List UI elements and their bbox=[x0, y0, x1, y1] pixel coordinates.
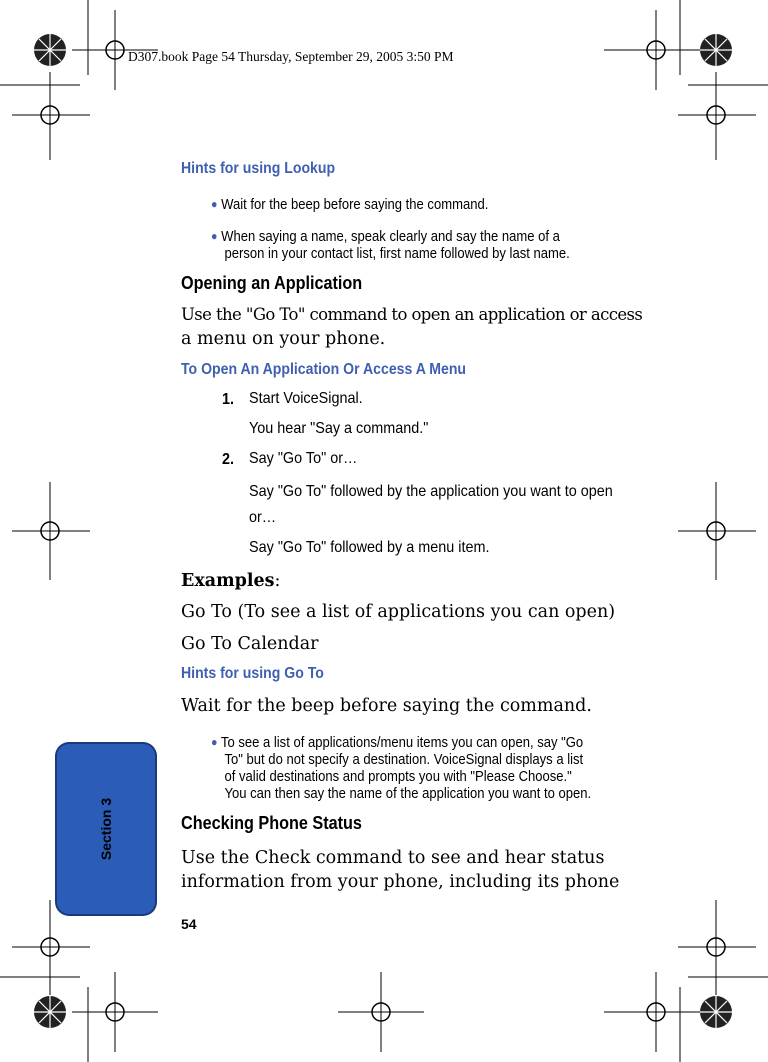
step-detail: Say "Go To" followed by the application you want to open bbox=[249, 483, 613, 500]
opening-app-heading: Opening an Application bbox=[181, 273, 363, 293]
examples-colon: : bbox=[274, 571, 281, 591]
step-number: 2. bbox=[222, 451, 235, 468]
example-line: Go To Calendar bbox=[181, 634, 319, 654]
print-slug-header: D307.book Page 54 Thursday, September 29, 2005 3:50 PM bbox=[128, 49, 454, 64]
bullet-icon: ● bbox=[211, 229, 218, 243]
step-text: Say "Go To" or… bbox=[249, 450, 358, 467]
section-tab-label bbox=[57, 744, 155, 914]
list-item bbox=[211, 228, 570, 263]
hints-goto-body: Wait for the beep before saying the command. bbox=[181, 696, 592, 716]
step-detail: Say "Go To" followed by a menu item. bbox=[249, 539, 490, 556]
step-detail: or… bbox=[249, 509, 277, 526]
step-text: Start VoiceSignal. bbox=[249, 390, 363, 407]
hints-goto-heading: Hints for using Go To bbox=[181, 665, 324, 682]
bullet-icon: ● bbox=[211, 735, 218, 749]
checking-status-body-line2: information from your phone, including its phone bbox=[181, 872, 620, 892]
page-number: 54 bbox=[181, 916, 197, 932]
opening-app-body-line1: Use the "Go To" command to open an application or access bbox=[181, 305, 643, 324]
bullet-text-continued: person in your contact list, first name followed by last name. bbox=[224, 246, 570, 262]
section-tab-text: Section 3 bbox=[98, 797, 114, 861]
bullet-text-continued: To" but do not specify a destination. VoiceSignal displays a list bbox=[224, 752, 584, 768]
procedure-heading: To Open An Application Or Access A Menu bbox=[181, 361, 467, 378]
bullet-text: Wait for the beep before saying the command. bbox=[221, 197, 489, 213]
example-line: Go To (To see a list of applications you can open) bbox=[181, 602, 616, 622]
examples-label-text: Examples bbox=[181, 571, 275, 591]
bullet-text: When saying a name, speak clearly and say the name of a bbox=[221, 229, 560, 245]
bullet-icon: ● bbox=[211, 197, 218, 211]
bullet-text-continued: of valid destinations and prompts you with "Please Choose." bbox=[224, 769, 572, 785]
checking-status-heading: Checking Phone Status bbox=[181, 813, 362, 833]
step-result: You hear "Say a command." bbox=[249, 420, 429, 437]
examples-label bbox=[181, 569, 280, 593]
section-tab bbox=[57, 744, 155, 914]
hints-lookup-heading: Hints for using Lookup bbox=[181, 160, 336, 177]
list-item bbox=[211, 734, 591, 803]
step-number: 1. bbox=[222, 391, 235, 408]
list-item bbox=[211, 196, 488, 214]
checking-status-body-line1: Use the Check command to see and hear status bbox=[181, 848, 605, 868]
bullet-text: To see a list of applications/menu items you can open, say "Go bbox=[220, 735, 584, 751]
opening-app-body-line2: a menu on your phone. bbox=[181, 329, 386, 349]
bullet-text-continued: You can then say the name of the application you want to open. bbox=[224, 786, 592, 802]
